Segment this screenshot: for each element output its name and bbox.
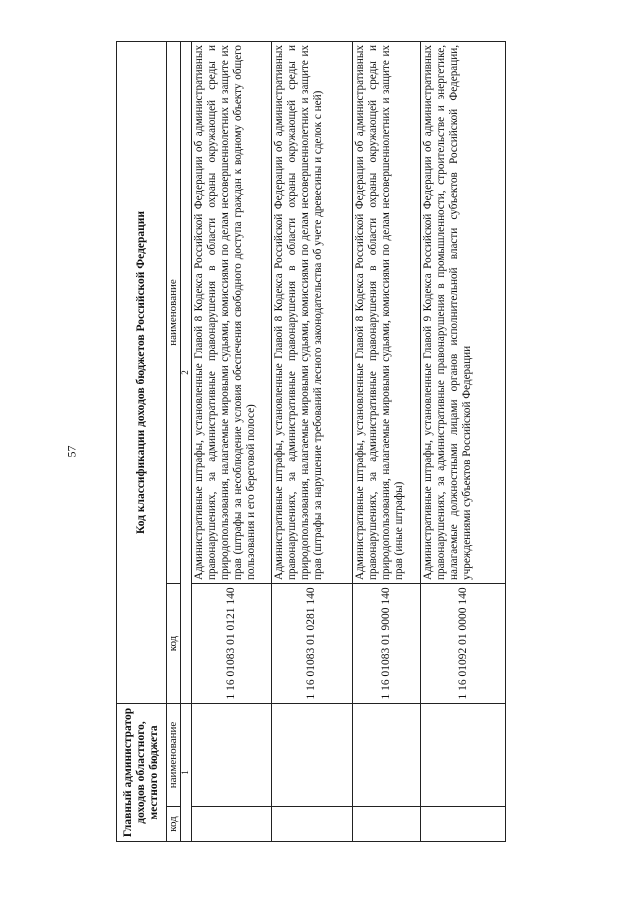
admin-code-cell	[421, 807, 506, 842]
admin-name-cell	[421, 703, 506, 806]
header-administrator: Главный администратор доходов областного, местного бюджета	[117, 703, 167, 841]
page-number: 57	[64, 445, 79, 458]
subheader-admin-name: наименование	[167, 703, 181, 806]
revenue-classification-table	[116, 41, 506, 842]
header-classification-code: Код классификации доходов бюджетов Российской Федерации	[117, 41, 167, 703]
admin-name-cell	[352, 703, 421, 806]
subheader-code: код	[167, 583, 181, 703]
column-number-1: 1	[181, 703, 191, 841]
classification-code-cell: 1 16 01092 01 0000 140	[421, 583, 506, 703]
table-row	[352, 41, 421, 841]
admin-code-cell	[191, 807, 272, 842]
subheader-name: наименование	[167, 41, 181, 583]
admin-name-cell	[272, 703, 353, 806]
admin-code-cell	[352, 807, 421, 842]
classification-code-cell: 1 16 01083 01 0281 140	[272, 583, 353, 703]
rotated-table-container	[116, 42, 506, 842]
classification-name-cell: Административные штрафы, установленные Главой 8 Кодекса Российской Федерации об административных правонарушениях, за административные правонарушения в области охраны окружающей среды и природопользования, налагаемые мировыми судьями, комиссиями по делам несовершеннолетних и защите их прав (штрафы за несоблюдение условия обеспечения свободного доступа граждан к водному объекту общего пользования и его береговой полосе)	[191, 41, 272, 583]
admin-name-cell	[191, 703, 272, 806]
table-row	[421, 41, 506, 841]
classification-name-cell: Административные штрафы, установленные Главой 8 Кодекса Российской Федерации об административных правонарушениях, за административные правонарушения в области охраны окружающей среды и природопользования, налагаемые мировыми судьями, комиссиями по делам несовершеннолетних и защите их прав (иные штрафы)	[352, 41, 421, 583]
admin-code-cell	[272, 807, 353, 842]
classification-name-cell: Административные штрафы, установленные Главой 9 Кодекса Российской Федерации об административных правонарушениях, за административные правонарушения в промышленности, строительстве и энергетике, налагаемые должностными лицами органов исполнительной власти субъектов Российской Федерации, учреждениями субъектов Российской Федерации	[421, 41, 506, 583]
table-row	[191, 41, 272, 841]
classification-code-cell: 1 16 01083 01 0121 140	[191, 583, 272, 703]
classification-name-cell: Административные штрафы, установленные Главой 8 Кодекса Российской Федерации об административных правонарушениях, за административные правонарушения в области охраны окружающей среды и природопользования, налагаемые мировыми судьями, комиссиями по делам несовершеннолетних и защите их прав (штрафы за нарушение требований лесного законодательства об учете древесины и сделок с ней)	[272, 41, 353, 583]
classification-code-cell: 1 16 01083 01 9000 140	[352, 583, 421, 703]
subheader-admin-code: код	[167, 807, 181, 842]
column-number-2: 2	[181, 41, 191, 703]
table-row	[272, 41, 353, 841]
